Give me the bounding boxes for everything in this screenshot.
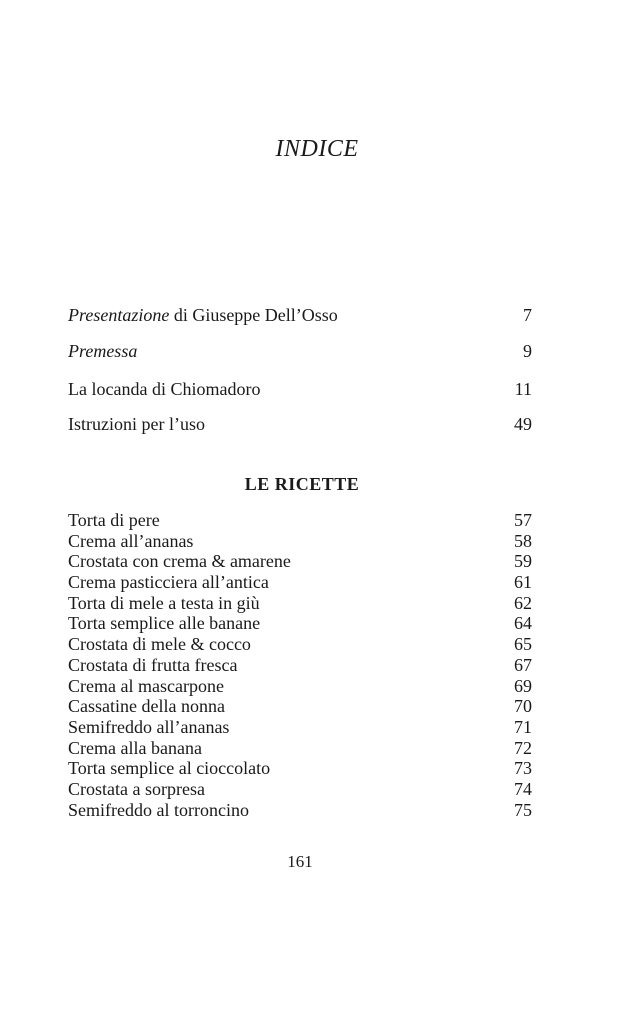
recipe-entry [68,593,532,614]
recipe-page: 73 [514,758,532,779]
recipe-page: 74 [514,778,532,799]
toc-entry-italic: Presentazione [68,305,170,325]
toc-entry-label [68,377,260,401]
toc-entry [68,303,532,339]
recipe-label: Torta semplice al cioccolato [68,758,271,779]
recipe-entry [68,634,532,655]
recipe-label: Crostata di frutta fresca [68,654,238,675]
recipe-label: Torta di pere [68,510,160,530]
recipe-label: Crema al mascarpone [68,675,224,696]
recipe-entry [68,779,532,800]
recipe-page: 69 [514,675,532,696]
recipe-label: Crema pasticciera all’antica [68,572,269,593]
recipe-page: 64 [514,613,532,634]
toc-entry-label [68,412,205,436]
toc-entry [68,412,532,448]
recipe-entry [68,551,532,572]
recipe-page: 70 [514,696,532,717]
toc-entry-page: 49 [514,414,532,434]
recipe-label: Crostata a sorpresa [68,778,205,799]
recipe-entry [68,572,532,593]
recipe-entry [68,531,532,552]
toc-entry-text: Istruzioni per l’uso [68,414,205,434]
recipe-entry [68,613,532,634]
recipe-page: 58 [514,530,532,551]
recipe-entry [68,717,532,738]
toc-entry-label [68,303,338,327]
recipe-page: 61 [514,572,532,593]
toc-entry-page: 9 [523,340,532,361]
toc-entry-italic: Premessa [68,340,138,361]
toc-entry-text: La locanda di Chiomadoro [68,378,261,399]
section-heading: LE RICETTE [244,474,360,494]
recipe-page: 75 [514,799,532,820]
recipe-label: Semifreddo al torroncino [68,799,249,820]
page-title: INDICE [275,136,359,162]
toc-entry-label [68,339,137,363]
recipe-label: Cassatine della nonna [68,696,225,717]
toc-entry-text: di Giuseppe Dell’Osso [169,305,338,325]
recipe-label: Crema alla banana [68,737,202,758]
recipe-page: 72 [514,737,532,758]
recipe-label: Torta di mele a testa in giù [68,592,260,613]
recipe-label: Crostata con crema & amarene [68,551,291,572]
recipe-page: 65 [514,634,532,655]
toc-entry [68,377,532,413]
recipe-entry [68,655,532,676]
recipe-entry [68,510,532,531]
recipe-entry [68,676,532,697]
recipe-page: 59 [514,551,532,572]
toc-entry-page: 7 [523,305,532,325]
recipes-list [68,510,532,820]
recipe-entry [68,758,532,779]
recipe-page: 71 [514,716,532,737]
front-matter-list [68,303,532,448]
toc-entry-page: 11 [514,378,532,399]
recipe-entry [68,738,532,759]
recipe-page: 62 [514,592,532,613]
recipe-entry [68,800,532,821]
recipe-label: Crostata di mele & cocco [68,634,251,655]
recipe-label: Semifreddo all’ananas [68,716,230,737]
recipe-label: Torta semplice alle banane [68,613,261,634]
recipe-page: 57 [514,510,532,530]
page-number: 161 [287,852,313,871]
toc-entry [68,339,532,377]
recipe-entry [68,696,532,717]
recipe-label: Crema all’ananas [68,530,194,551]
recipe-page: 67 [514,654,532,675]
